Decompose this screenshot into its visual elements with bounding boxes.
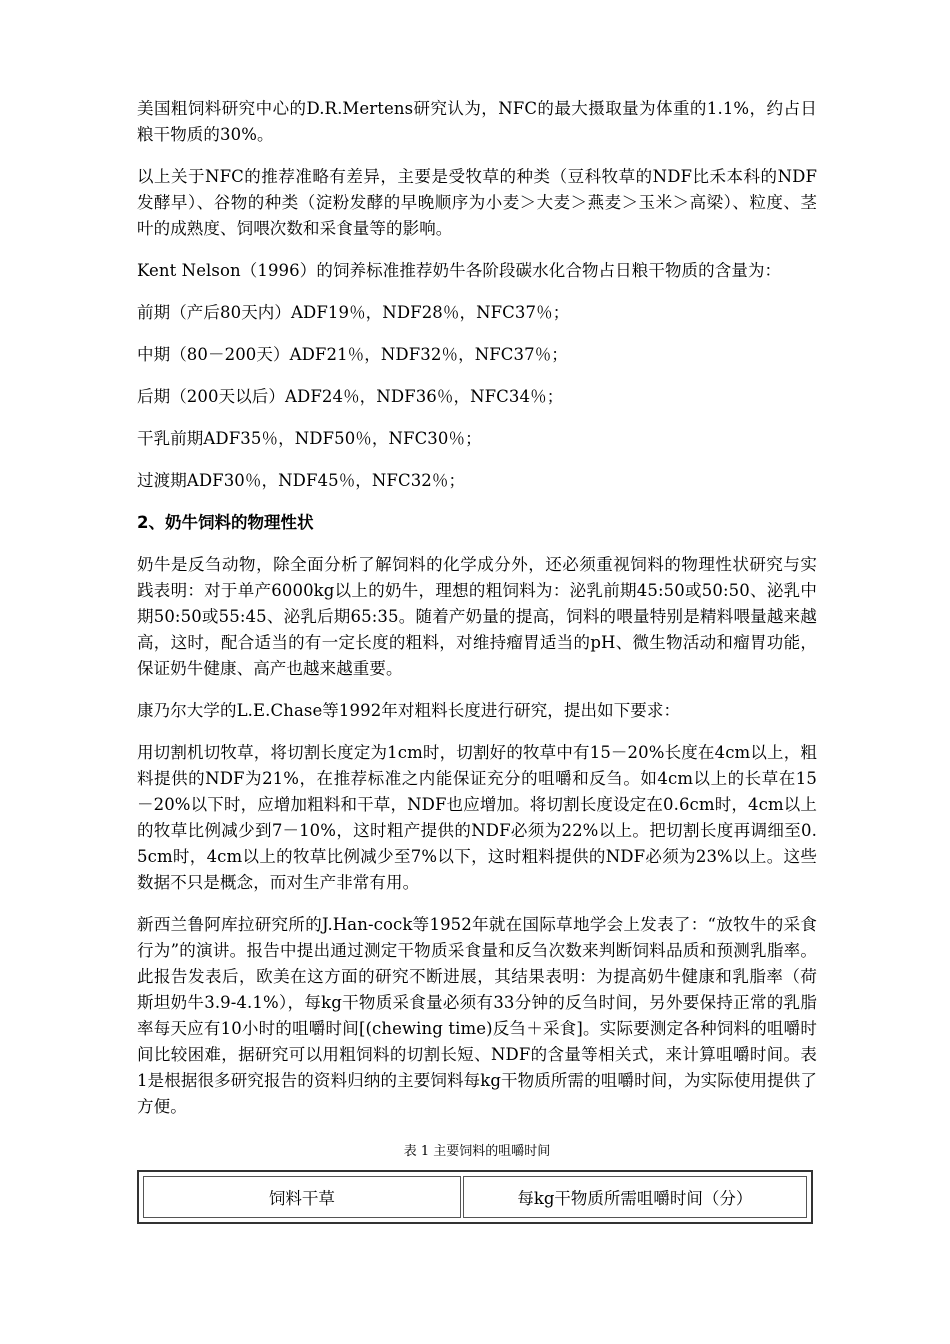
table-caption: 表 1 主要饲料的咀嚼时间: [403, 1144, 551, 1159]
section-heading: 2、奶牛饲料的物理性状: [137, 513, 314, 532]
paragraph-physical-properties: 奶牛是反刍动物，除全面分析了解饲料的化学成分外，还必须重视饲料的物理性状研究与实践表明：对于单产6000kg以上的奶牛，理想的粗饲料为：泌乳前期45:50或50:50、泌乳中期50:50或55:45、泌乳后期65:35。随着产奶量的提高，饲料的喂量特别是精料喂量越来越高，这时，配合适当的有一定长度的粗料，对维持瘤胃适当的pH、微生物活动和瘤胃功能，保证奶牛健康、高产也越来越重要。: [137, 555, 817, 678]
paragraph-cornell: 康乃尔大学的L.E.Chase等1992年对粗料长度进行研究，提出如下要求：: [137, 701, 681, 720]
paragraph-late-stage: 后期（200天以后）ADF24％，NDF36％，NFC34％；: [137, 387, 564, 406]
header-cell-chewing-time: 每kg干物质所需咀嚼时间（分）: [463, 1176, 807, 1218]
paragraph-nfc-differences: 以上关于NFC的推荐准略有差异，主要是受牧草的种类（豆科牧草的NDF比禾本科的NDF发酵早）、谷物的种类（淀粉发酵的早晚顺序为小麦＞大麦＞燕麦＞玉米＞高梁）、粒度、茎叶的成熟度、饲喂次数和采食量等的影响。: [137, 167, 817, 238]
paragraph-mertens: 美国粗饲料研究中心的D.R.Mertens研究认为，NFC的最大摄取量为体重的1.1%，约占日粮干物质的30%。: [137, 99, 817, 144]
document-body: [137, 96, 817, 1224]
chewing-time-table: [137, 1170, 813, 1224]
paragraph-kent-nelson: Kent Nelson（1996）的饲养标准推荐奶牛各阶段碳水化合物占日粮干物质的含量为：: [137, 261, 782, 280]
paragraph-mid-stage: 中期（80－200天）ADF21％，NDF32％，NFC37％；: [137, 345, 568, 364]
table-header-row: [143, 1176, 807, 1218]
paragraph-cutting-length: 用切割机切牧草，将切割长度定为1cm时，切割好的牧草中有15－20%长度在4cm以上，粗料提供的NDF为21%，在推荐标准之内能保证充分的咀嚼和反刍。如4cm以上的长草在15－20%以下时，应增加粗料和干草，NDF也应增加。将切割长度设定在0.6cm时，4cm以上的牧草比例减少到7－10%，这时粗产提供的NDF必须为22%以上。把切割长度再调细至0.5cm时，4cm以上的牧草比例减少至7%以下，这时粗料提供的NDF必须为23%以上。这些数据不只是概念，而对生产非常有用。: [137, 743, 817, 892]
paragraph-new-zealand: 新西兰鲁阿库拉研究所的J.Han-cock等1952年就在国际草地学会上发表了：“放牧牛的采食行为”的演讲。报告中提出通过测定干物质采食量和反刍次数来判断饲料品质和预测乳脂率。此报告发表后，欧美在这方面的研究不断进展，其结果表明：为提高奶牛健康和乳脂率（荷斯坦奶牛3.9-4.1%），每kg干物质采食量必须有33分钟的反刍时间，另外要保持正常的乳脂率每天应有10小时的咀嚼时间[(chewing time)反刍＋采食]。实际要测定各种饲料的咀嚼时间比较困难，据研究可以用粗饲料的切割长短、NDF的含量等相关式，来计算咀嚼时间。表1是根据很多研究报告的资料归纳的主要饲料每kg干物质所需的咀嚼时间，为实际使用提供了方便。: [137, 915, 817, 1116]
header-cell-feed: 饲料干草: [143, 1176, 461, 1218]
paragraph-dry-period: 干乳前期ADF35％，NDF50％，NFC30％；: [137, 429, 482, 448]
paragraph-transition: 过渡期ADF30％，NDF45％，NFC32％；: [137, 471, 466, 490]
paragraph-early-stage: 前期（产后80天内）ADF19％，NDF28％，NFC37％；: [137, 303, 570, 322]
